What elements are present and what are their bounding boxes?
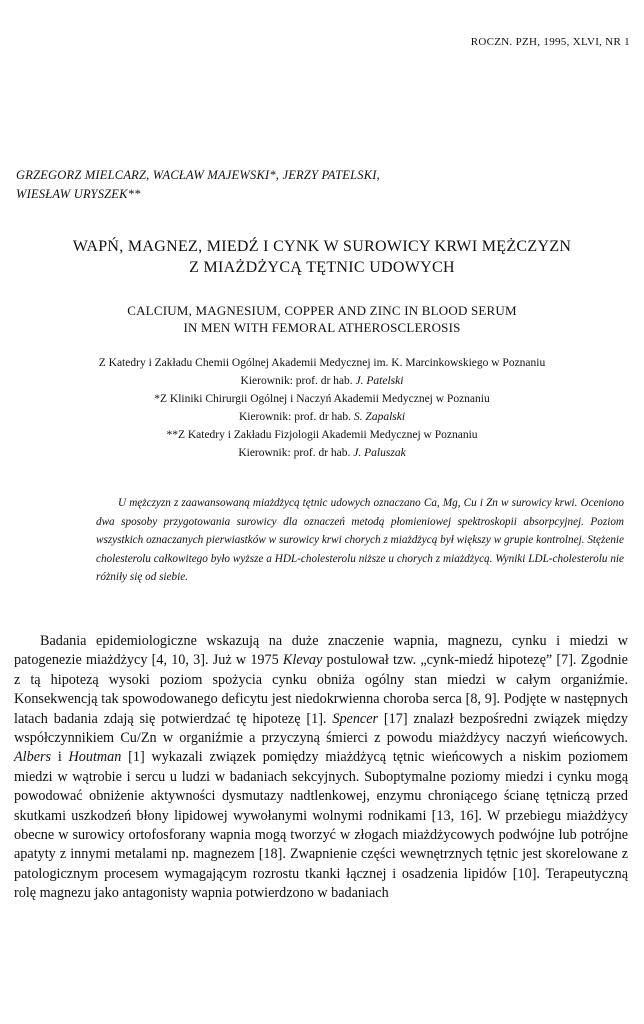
author-citation: Spencer	[332, 710, 379, 727]
affiliation-head	[10, 444, 634, 462]
affiliation-dept: Z Katedry i Zakładu Chemii Ogólnej Akademii Medycznej im. K. Marcinkowskiego w Poznaniu	[98, 357, 546, 369]
body-text-run: [1] wykazali związek pomiędzy miażdżycą tętnic wieńcowych a niskim poziomem miedzi w wątrobie i sercu u ludzi w badaniach sekcyjnych. Suboptymalne poziomy miedzi i cynku mogą powodować obniżenie aktywności dysmutazy nadtlenkowej, enzymu chroniącego ścianę tętniczą przed skutkami uszkodzeń błony lipidowej wywołanymi wolnymi rodnikami [13, 16]. W przebiegu miażdżycy obecne w surowicy ortofosforany wapnia mogą tworzyć w złogach miażdżycowych podwójne lub potrójne apatyty z innymi metalami np. magnezem [18]. Zwapnienie części wewnętrznych tętnic jest skorelowane z patologicznym procesem wymagającym rozrostu tkanki łącznej i osadzenia lipidów [10]. Terapeutyczną rolę magnezu jako antagonisty wapnia potwierdzono w badaniach	[14, 749, 628, 902]
body-text-run: [17] znalazł bezpośredni związek między współczynnikiem Cu/Zn w organiźmie a przyczyną śmierci z powodu miażdżycy naczyń wieńcowych.	[14, 710, 628, 747]
title-polish	[0, 236, 644, 278]
title-english	[0, 302, 644, 336]
head-label: Kierownik: prof. dr hab.	[240, 375, 353, 387]
author-citation: Houtman	[68, 749, 122, 766]
head-name: J. Patelski	[355, 375, 404, 387]
head-name: S. Zapalski	[353, 411, 406, 423]
body-text-run: i	[51, 749, 69, 766]
head-label: Kierownik: prof. dr hab.	[238, 411, 352, 423]
title-line: WAPŃ, MAGNEZ, MIEDŹ I CYNK W SUROWICY KRWI MĘŻCZYZN	[72, 238, 572, 255]
body-text	[14, 632, 628, 904]
author-citation: Klevay	[282, 652, 323, 669]
title-line: CALCIUM, MAGNESIUM, COPPER AND ZINC IN BLOOD SERUM	[127, 303, 517, 318]
title-line: IN MEN WITH FEMORAL ATHEROSCLEROSIS	[183, 320, 461, 335]
affiliation-head	[10, 408, 634, 426]
body-text-run: postulował tzw. „cynk-miedź hipotezę” [7]. Zgodnie z tą hipotezą wysoki poziom spożycia cynku obniża ogólny stan miedzi w całym organiźmie. Konsekwencją tak spowodowanego deficytu jest niedokrwienna choroba serca [8, 9]. Podjęte w następnych latach badania zdają się potwierdzać tę hipotezę [1].	[14, 652, 628, 727]
affiliation-dept: *Z Kliniki Chirurgii Ogólnej i Naczyń Akademii Medycznej w Poznaniu	[154, 393, 490, 405]
head-name: J. Paluszak	[353, 447, 406, 459]
authors-line: GRZEGORZ MIELCARZ, WACŁAW MAJEWSKI*, JERZY PATELSKI,	[16, 168, 380, 182]
head-label: Kierownik: prof. dr hab.	[238, 447, 351, 459]
affiliation-head	[10, 372, 634, 390]
author-citation: Albers	[14, 749, 52, 766]
body-paragraph	[14, 632, 628, 904]
author-list	[16, 166, 616, 204]
body-text-run: Badania epidemiologiczne wskazują na duże znaczenie wapnia, magnezu, cynku i miedzi w patogenezie miażdżycy [4, 10, 3]. Już w 1975	[14, 633, 628, 669]
journal-reference: ROCZN. PZH, 1995, XLVI, NR 1	[470, 36, 630, 48]
abstract-text: U mężczyzn z zaawansowaną miażdżycą tętnic udowych oznaczano Ca, Mg, Cu i Zn w surowicy krwi. Oceniono dwa sposoby przygotowania surowicy dla oznaczeń metodą płomieniowej spektroskopii absorpcyjnej. Poziom wszystkich oznaczanych pierwiastków w surowicy krwi chorych z miażdżycą był większy w grupie kontrolnej. Stężenie cholesterolu całkowitego było wyższe a HDL-cholesterolu niższe u chorych z miażdżycą. Wyniki LDL-cholesterolu nie różniły się od siebie.	[96, 497, 624, 584]
affiliations	[10, 354, 634, 462]
authors-line: WIESŁAW URYSZEK**	[16, 187, 141, 201]
abstract	[96, 494, 624, 587]
affiliation-dept: **Z Katedry i Zakładu Fizjologii Akademii Medycznej w Poznaniu	[166, 429, 478, 441]
title-line: Z MIAŻDŻYCĄ TĘTNIC UDOWYCH	[189, 259, 455, 276]
